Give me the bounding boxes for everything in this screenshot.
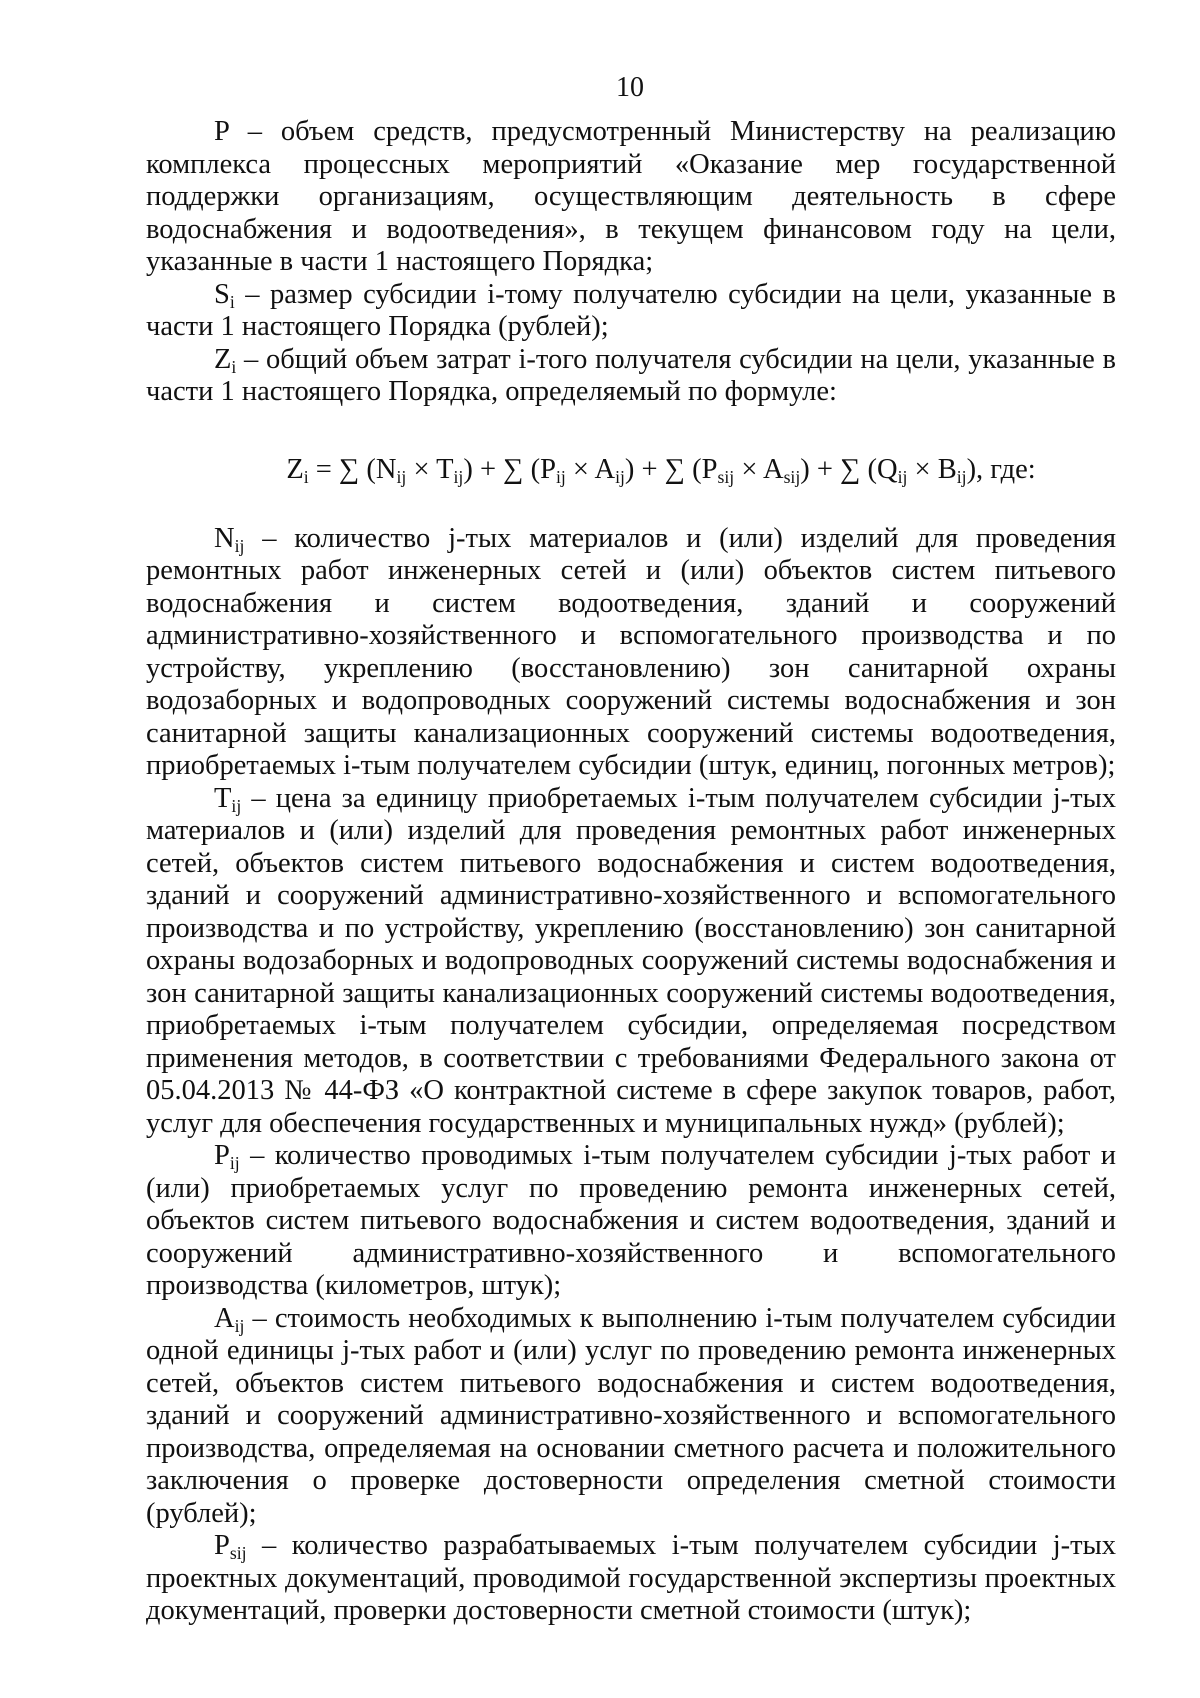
document-body	[146, 116, 1116, 1628]
paragraph-p-definition: P – объем средств, предусмотренный Министерству на реализацию комплекса процессных мероприятий «Оказание мер государственной поддержки организациям, осуществляющим деятельность в сфере водоснабжения и водоотведения», в текущем финансовом году на цели, указанные в части 1 настоящего Порядка;	[146, 116, 1116, 277]
formula-subscript: i	[303, 466, 309, 487]
subscript: i	[231, 356, 237, 377]
definition-text: – цена за единицу приобретаемых i-тым получателем субсидии j-тых материалов и (или) изделий для проведения ремонтных работ инженерных сетей, объектов систем питьевого водоснабжения и систем водоотведения, зданий и сооружений административно-хозяйственного и вспомогательного производства и по устройству, укреплению (восстановлению) зон санитарной охраны водозаборных и водопроводных сооружений системы водоснабжения и зон санитарной защиты канализационных сооружений системы водоотведения, приобретаемых i-тым получателем субсидии, определяемая посредством применения методов, в соответствии с требованиями Федерального закона от 05.04.2013 № 44-ФЗ «О контрактной системе в сфере закупок товаров, работ, услуг для обеспечения государственных и муниципальных нужд» (рублей);	[146, 782, 1116, 1139]
formula-part: ), где:	[966, 453, 1036, 485]
formula-part: × A	[565, 453, 616, 485]
paragraph-psij-definition	[146, 1530, 1116, 1628]
definition-text: – количество разрабатываемых i-тым получателем субсидии j-тых проектных документаций, проводимой государственной экспертизы проектных документаций, проверки достоверности сметной стоимости (штук);	[146, 1530, 1116, 1626]
formula-part: ) + ∑ (P	[624, 453, 718, 485]
formula-subscript: ij	[897, 466, 908, 487]
paragraph-si-definition	[146, 279, 1116, 344]
formula-subscript: ij	[555, 466, 566, 487]
subscript: ij	[231, 795, 242, 816]
definition-text: – количество проводимых i-тым получателем субсидии j-тых работ и (или) приобретаемых услуг по проведению ремонта инженерных сетей, объектов систем питьевого водоснабжения и систем водоотведения, зданий и сооружений административно-хозяйственного и вспомогательного производства (километров, штук);	[146, 1140, 1116, 1301]
paragraph-tij-definition	[146, 783, 1116, 1141]
page-number: 10	[616, 72, 644, 103]
paragraph-pij-definition	[146, 1140, 1116, 1303]
formula-subscript: ij	[453, 466, 464, 487]
formula-subscript: ij	[615, 466, 625, 487]
formula-part: × A	[734, 453, 784, 485]
paragraph-nij-definition	[146, 523, 1116, 783]
formula-part: ) + ∑ (P	[463, 453, 556, 485]
definition-text: – количество j-тых материалов и (или) изделий для проведения ремонтных работ инженерных сетей и (или) объектов систем питьевого водоснабжения и систем водоотведения, зданий и сооружений административно-хозяйственного и вспомогательного производства и по устройству, укреплению (восстановлению) зон санитарной охраны водозаборных и водопроводных сооружений системы водоснабжения и зон санитарной защиты канализационных сооружений системы водоотведения, приобретаемых i-тым получателем субсидии (штук, единиц, погонных метров);	[146, 522, 1116, 781]
formula-part: = ∑ (N	[308, 453, 397, 485]
symbol-a: A	[214, 1302, 235, 1334]
subscript: ij	[229, 1152, 240, 1173]
paragraph-aij-definition	[146, 1303, 1116, 1531]
symbol-z: Z	[214, 343, 232, 375]
subscript: i	[229, 291, 235, 312]
subscript: ij	[234, 1315, 245, 1336]
formula-part: × B	[907, 453, 957, 485]
symbol-ps: P	[214, 1530, 230, 1561]
definition-text: – общий объем затрат i-того получателя субсидии на цели, указанные в части 1 настоящего Порядка, определяемый по формуле:	[146, 343, 1116, 407]
definition-text: – стоимость необходимых к выполнению i-тым получателем субсидии одной единицы j-тых работ и (или) услуг по проведению ремонта инженерных сетей, объектов систем питьевого водоснабжения и систем водоотведения, зданий и сооружений административно-хозяйственного и вспомогательного производства, определяемая на основании сметного расчета и положительного заключения о проверке достоверности определения сметной стоимости (рублей);	[146, 1302, 1116, 1529]
formula-subscript: ij	[396, 466, 407, 487]
formula-part: × T	[406, 453, 454, 485]
subscript: sij	[229, 1542, 247, 1563]
definition-text: – размер субсидии i-тому получателю субсидии на цели, указанные в части 1 настоящего Порядка (рублей);	[146, 278, 1116, 342]
formula-part: Z	[286, 453, 304, 485]
formula	[146, 453, 1116, 487]
formula-subscript: ij	[956, 466, 967, 487]
paragraph-zi-definition	[146, 344, 1116, 409]
symbol-n: N	[214, 522, 235, 554]
subscript: ij	[234, 535, 245, 556]
formula-subscript: sij	[717, 466, 735, 487]
symbol-t: T	[214, 782, 232, 814]
formula-part: ) + ∑ (Q	[800, 453, 898, 485]
formula-subscript: sij	[783, 466, 801, 487]
symbol-s: S	[214, 278, 230, 310]
symbol-p: P	[214, 1140, 230, 1171]
